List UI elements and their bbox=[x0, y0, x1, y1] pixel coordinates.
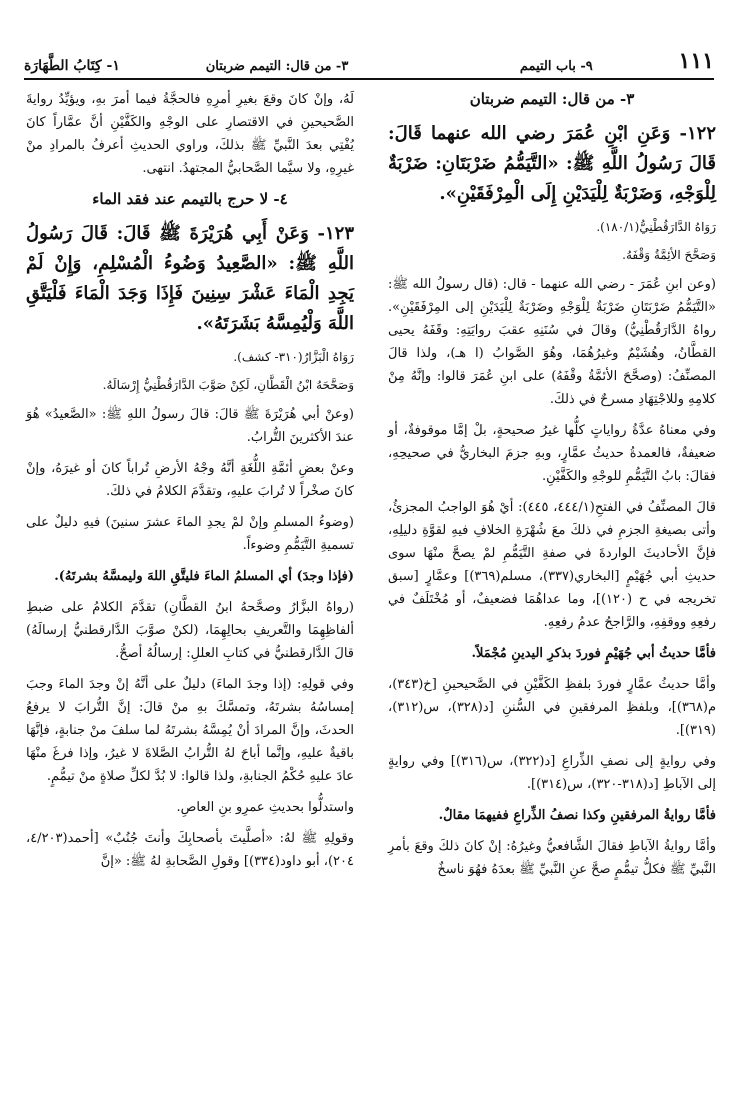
paragraph: رَوَاهُ الدَّارَقُطْنِيُّ(١٨٠/١). bbox=[596, 220, 716, 234]
paragraph: وَصَحَّحَهُ ابْنُ الْقَطَّانِ، لَكِنْ صَوَّبَ الدَّارَقُطْنِيُّ إِرْسَالَهُ. bbox=[102, 378, 354, 392]
section-title: ٣- من قال: التيمم ضربتان bbox=[205, 59, 349, 74]
running-head bbox=[120, 59, 679, 74]
hadith-text: ١٢٢- وَعَنِ ابْنِ عُمَرَ رضي الله عنهما قَالَ: قَالَ رَسُولُ اللَّهِ ﷺ: «التَّيَمُّمُ ضَرْبَتَانِ: ضَرْبَةٌ لِلْوَجْهِ، وَضَرْبَةٌ لِلْيَدَيْنِ إِلَى الْمِرْفَقَيْنِ». bbox=[388, 123, 716, 204]
paragraph: وَصَحَّحَ الأئِمَّةُ وَقْفَهُ. bbox=[622, 248, 716, 262]
paragraph: لَهُ، وإنْ كانَ وقعَ بغيرِ أمرِهِ فالحجَّةُ فيما أمرَ بهِ، ويؤيِّدُ روايةَ الصَّحيحينِ في الاقتصارِ على الوجْهِ والكَفَّيْنِ أنَّ عمَّاراً كانَ يُفْتِي بعدَ النَّبيِّ ﷺ بذلكَ، وراوي الحديثِ أعرفُ بالمرادِ منْ غيرِهِ، ولا سيَّما الصَّحابيُّ المجتهدُ. انتهى. bbox=[26, 92, 354, 176]
paragraph: (وعنْ أبي هُرَيْرَةَ ﷺ قالَ: قالَ رسولُ اللهِ ﷺ: «الصَّعيدُ» هُوَ عندَ الأكثرينَ التُّرابُ. bbox=[26, 407, 354, 445]
right-column bbox=[388, 88, 716, 889]
paragraph: وفي معناهُ عدَّةُ رواياتٍ كلُّها غيرُ صحيحةٍ، بلْ إمَّا موقوفةٌ، أو ضعيفةٌ، فالعمدةُ حديثُ عمَّارٍ، وبهِ جزمَ البخاريُّ في صحيحِهِ، فقالَ: بابُ التَّيَمُّمِ للوجْهِ والكَفَّيْنِ. bbox=[388, 423, 716, 484]
paragraph: فأمَّا روايةُ المرفقينِ وكذا نصفُ الذِّراعِ ففيهمَا مقالٌ. bbox=[438, 808, 716, 823]
paragraph: (وعن ابنِ عُمَرَ - رضي الله عنهما - قال: (قال رسولُ الله ﷺ: «التَّيَمُّمُ ضَرْبَتَانِ ضَرْبَةٌ لِلْوَجْهِ وضَرْبَةٌ لِلْيَدَيْنِ إلى المِرْفَقَيْنِ». رواهُ الدَّارَقُطْنِيُّ) وقالَ في سُنَنِهِ عقبَ روايَتِهِ: وقَفَهُ يحيى القطَّانُ، وهُشَيْمٌ وغيرُهُمَا، وهُوَ الصَّوابُ (ا هـ)، ولذا قالَ المصنِّفُ: (وصحَّحَ الأئمَّةُ وقْفَهُ) على ابنِ عُمَرَ قالوا: وإنَّهُ مِنْ كلامِهِ وللاجْتِهَادِ مسرحٌ في ذلكَ. bbox=[388, 277, 716, 407]
paragraph: واستدلُّوا بحديثِ عمرِو بنِ العاصِ. bbox=[176, 800, 354, 815]
paragraph: (رواهُ البزَّارُ وصحَّحهُ ابنُ القطَّانِ) تقدَّمَ الكلامُ على ضبطِ ألفاظِهِمَا والتَّعريفِ بحالِهِمَا، (لكنْ صوَّبَ الدَّارقطنيُّ إرسالَهُ) قالَ الدَّارقطنيُّ في كتابِ العللِ: إرسالُهُ أصحُّ. bbox=[26, 600, 354, 661]
paragraph: قالَ المصنِّفُ في الفتحِ(٤٤٤/١، ٤٤٥): أيْ هُوَ الواجبُ المجزئُ، وأتى بصيغةِ الجزمِ في ذلكَ معَ شُهْرَةِ الخلافِ فيهِ لقوَّةِ دليلِهِ، فإنَّ الأحاديثَ الواردةَ في صفةِ التَّيَمُّمِ لمْ يصحَّ منْهَا سوى حديثِ أبي جُهَيْمٍ [البخاري(٣٣٧)، مسلم(٣٦٩)] وعمَّارٍ [سبق تخريجه في ح (١٢٠)]، وما عداهُمَا فضعيفٌ، أو مُخْتَلَفٌ في رفعِهِ ووقفِهِ، والرَّاجحُ عدمُ رفعِهِ. bbox=[388, 500, 716, 630]
paragraph: وأمَّا روايةُ الآباطِ فقالَ الشَّافعيُّ وغيرُهُ: إنْ كانَ ذلكَ وقعَ بأمرِ النَّبيِّ ﷺ فكلُّ تيمُّمٍ صحَّ عنِ النَّبيِّ ﷺ بعدَهُ فهُوَ ناسخٌ bbox=[388, 839, 716, 877]
paragraph: فأمَّا حديثُ أبي جُهَيْمٍ فوردَ بذكرِ اليدينِ مُجْمَلاً. bbox=[471, 646, 716, 661]
paragraph: وعنْ بعضِ أئمَّةِ اللُّغَةِ أنَّهُ وجْهُ الأرضِ تُراباً كانَ أو غيرَهُ، وإنْ كانَ صخْراً لا تُرابَ عليهِ، وتقدَّمَ الكلامُ في ذلكَ. bbox=[26, 461, 354, 499]
paragraph: رَوَاهُ الْبَزَّارُ(٣١٠- كشف). bbox=[233, 350, 354, 364]
paragraph: وقولِهِ ﷺ لهُ: «أصلَّيتَ بأصحابِكَ وأنتَ جُنُبٌ» [أحمد(٤/٢٠٣، ٢٠٤)، أبو داود(٣٣٤)] وقولِ الصَّحابةِ لهُ ﷺ: «إنَّ bbox=[26, 831, 354, 869]
chapter-title: ٩- باب التيمم bbox=[519, 59, 593, 74]
page-header bbox=[24, 50, 714, 80]
hadith-text: ١٢٣- وَعَنْ أَبِي هُرَيْرَةَ ﷺ قَالَ: قَالَ رَسُولُ اللَّهِ ﷺ: «الصَّعِيدُ وَضُوءُ الْمُسْلِمِ، وَإِنْ لَمْ يَجِدِ الْمَاءَ عَشْرَ سِنِينَ فَإِذَا وَجَدَ الْمَاءَ فَلْيَتَّقِ اللَّهَ وَلْيُمِسَّهُ بَشَرَتَهُ». bbox=[26, 223, 354, 334]
page-number: ١١١ bbox=[678, 48, 714, 74]
paragraph: (فإذا وجدَ) أي المسلمُ الماءَ فليتَّقِ اللهَ وليمسَّهُ بشرتَهُ). bbox=[54, 569, 354, 584]
paragraph: وأمَّا حديثُ عمَّارٍ فوردَ بلفظِ الكَفَّيْنِ في الصَّحيحينِ [خ(٣٤٣)، م(٣٦٨)]، وبلفظِ المرفقينِ في السُّننِ [د(٣٢٨)، س(٣١٢)، (٣١٩)]. bbox=[388, 677, 716, 738]
section-heading: ٣- من قال: التيمم ضربتان bbox=[469, 90, 635, 108]
paragraph: وفي قولِهِ: (إذا وجدَ الماءَ) دليلٌ على أنَّهُ إنْ وجدَ الماءَ وجبَ إمساسُهُ بشرتَهُ، وتمسَّكَ بهِ منْ قالَ: إنَّ التُّرابَ لا يرفعُ الحدثَ، وإنَّ المرادَ أنْ يُمِسَّهُ بشرتَهُ لما سلفَ منْ جنابةٍ، فإنَّهَا باقيةٌ عليهِ، وإنَّما أباحَ لهُ التُّرابُ الصَّلاةَ لا غيرُ، وإذا فرغَ منْهَا عادَ عليهِ حُكْمُ الجنابةِ، ولذا قالوا: لا بُدَّ لكلِّ صلاةٍ منْ تيمُّمٍ. bbox=[26, 677, 354, 784]
left-column bbox=[26, 88, 354, 881]
section-heading: ٤- لا حرج بالتيمم عند فقد الماء bbox=[92, 190, 288, 208]
paragraph: (وضوءُ المسلمِ وإنْ لمْ يجدِ الماءَ عشرَ سنينَ) فيهِ دليلٌ على تسميةِ التَّيَمُّمِ وضوءاً. bbox=[26, 515, 354, 553]
book-title: ١- كِتَابُ الطَّهَارَة bbox=[24, 58, 120, 74]
paragraph: وفي روايةٍ إلى نصفِ الذِّراعِ [د(٣٢٢)، س(٣١٦)] وفي روايةٍ إلى الآباطِ [د(٣١٨-٣٢٠)، س(٣١٤)]. bbox=[388, 754, 716, 792]
